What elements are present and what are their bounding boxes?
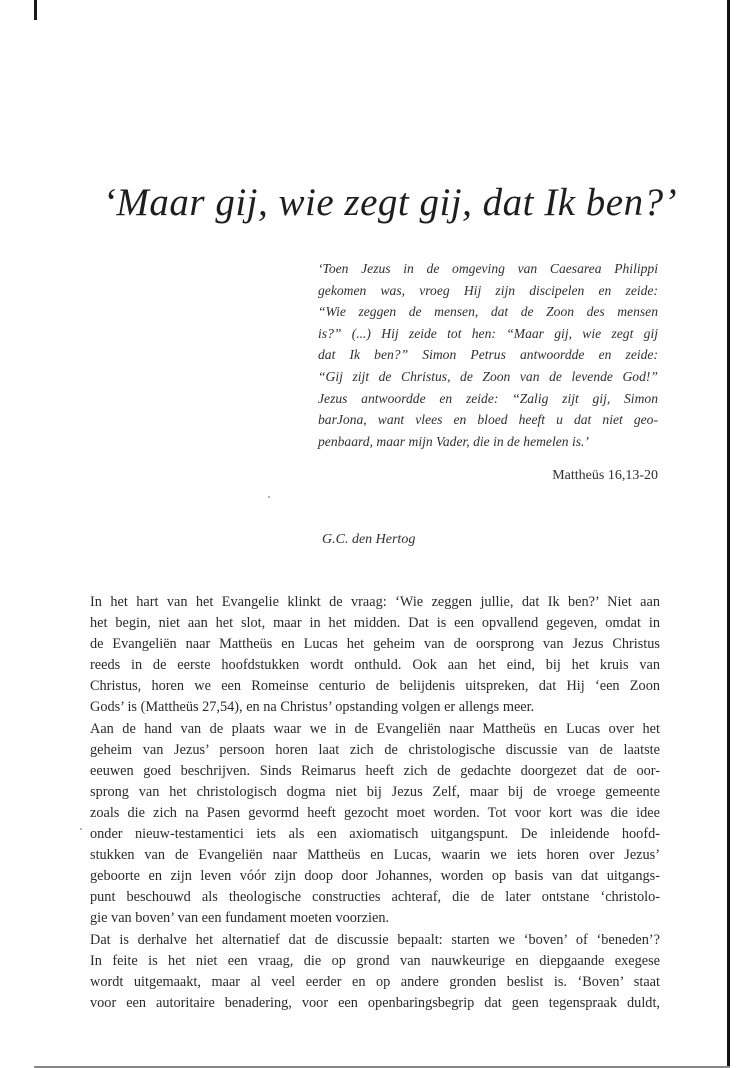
epigraph-line: Jezus antwoordde en zeide: “Zalig zijt gij, Simon	[318, 390, 658, 406]
epigraph-quote	[318, 258, 658, 452]
scan-speck	[80, 828, 82, 830]
epigraph-line: dat Ik ben?” Simon Petrus antwoordde en zeide:	[318, 347, 658, 363]
body-line: Christus, horen we een Romeinse centurio de belijdenis uitspreken, dat Hij ‘een Zoon	[90, 678, 660, 695]
body-line: stukken van de Evangeliën naar Mattheüs en Lucas, waarin we iets horen over Jezus’	[90, 847, 660, 864]
body-line: sprong van het christologisch dogma niet bij Jezus Zelf, maar bij de vroege gemeente	[90, 783, 660, 800]
epigraph-line: is?” (...) Hij zeide tot hen: “Maar gij, wie zegt gij	[318, 325, 658, 341]
body-line: punt beschouwd als theologische constructies achteraf, die de later ontstane ‘christolo-	[90, 889, 660, 906]
body-line: de Evangeliën naar Mattheüs en Lucas het geheim van de oorsprong van Jezus Christus	[90, 636, 660, 653]
scan-edge-left	[34, 0, 37, 20]
body-line: Gods’ is (Mattheüs 27,54), en na Christus’ opstanding volgen er allengs meer.	[90, 699, 535, 716]
body-line: geheim van Jezus’ persoon horen laat zich de christologische discussie van de laatste	[90, 741, 660, 758]
body-line: In feite is het niet een vraag, die op grond van nauwkeurige en diepgaande exegese	[90, 952, 660, 969]
epigraph-line: penbaard, maar mijn Vader, die in de hemelen is.’	[318, 433, 589, 449]
page-title: ‘Maar gij, wie zegt gij, dat Ik ben?’	[102, 181, 678, 224]
body-text	[90, 592, 660, 1014]
body-line: onder nieuw-testamentici iets als een axiomatisch uitgangspunt. De inleidende hoofd-	[90, 826, 660, 843]
body-line: het begin, niet aan het slot, maar in het midden. Dat is een opvallend gegeven, omdat in	[90, 615, 660, 632]
body-line: gie van boven’ van een fundament moeten voorzien.	[90, 910, 390, 927]
epigraph-line: “Gij zijt de Christus, de Zoon van de levende God!”	[318, 368, 658, 384]
body-line: reeds in de eerste hoofdstukken wordt onthuld. Ook aan het eind, bij het kruis van	[90, 657, 660, 674]
epigraph-line: “Wie zeggen de mensen, dat de Zoon des mensen	[318, 304, 658, 320]
author-name: G.C. den Hertog	[322, 532, 416, 547]
epigraph-line: gekomen was, vroeg Hij zijn discipelen en zeide:	[318, 282, 658, 298]
body-line: Aan de hand van de plaats waar we in de Evangeliën naar Mattheüs en Lucas over het	[90, 720, 660, 737]
scan-speck	[268, 496, 270, 498]
body-line: zoals die zich na Pasen gevormd heeft gezocht moet worden. Tot voor kort was die idee	[90, 804, 660, 821]
epigraph-line: ‘Toen Jezus in de omgeving van Caesarea Philippi	[318, 261, 658, 276]
epigraph-line: barJona, want vlees en bloed heeft u dat niet geo-	[318, 412, 658, 428]
scripture-citation: Mattheüs 16,13-20	[552, 468, 658, 483]
body-line: Dat is derhalve het alternatief dat de discussie bepaalt: starten we ‘boven’ of ‘beneden’?	[90, 931, 660, 948]
body-line: In het hart van het Evangelie klinkt de vraag: ‘Wie zeggen jullie, dat Ik ben?’ Niet aan	[90, 594, 660, 610]
body-line: eeuwen goed beschrijven. Sinds Reimarus heeft zich de gedachte doorgezet dat de oor-	[90, 762, 660, 779]
body-line: voor een autoritaire benadering, voor een openbaringsbegrip dat geen tegenspraak duldt,	[90, 994, 660, 1011]
scan-edge-right	[727, 0, 730, 1068]
body-line: geboorte en zijn leven vóór zijn doop door Johannes, worden op basis van dat uitgangs-	[90, 868, 660, 885]
body-line: wordt uitgemaakt, maar al veel eerder en op andere gronden beslist is. ‘Boven’ staat	[90, 973, 660, 990]
